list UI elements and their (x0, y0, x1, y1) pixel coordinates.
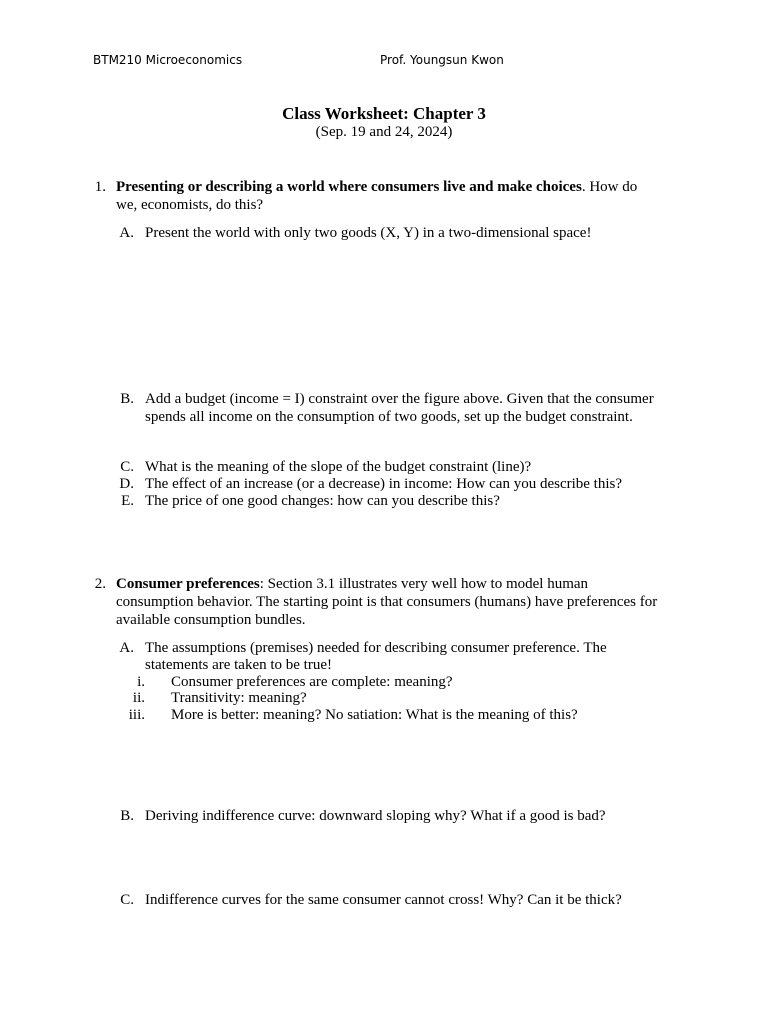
q2-item-a-text-line2: statements are taken to be true! (145, 657, 333, 673)
q1-line2: we, economists, do this? (116, 197, 264, 213)
q1-line1 (116, 179, 637, 196)
q2-sub-i-marker: i. (137, 674, 145, 690)
course-name: BTM210 Microeconomics (93, 53, 243, 67)
q2-item-a-marker: A. (119, 640, 134, 656)
q2-item-b-marker: B. (120, 808, 134, 824)
q2-line1-rest: : Section 3.1 illustrates very well how to model human (259, 576, 589, 592)
q1-line1-rest: . How do (581, 179, 638, 195)
q1-bold-heading: Presenting or describing a world where consumers live and make choices (116, 179, 582, 195)
q2-number: 2. (94, 576, 106, 592)
q1-item-c-text: What is the meaning of the slope of the budget constraint (line)? (145, 459, 532, 475)
q2-item-b-text: Deriving indifference curve: downward sloping why? What if a good is bad? (145, 808, 606, 824)
q1-item-b-text-line1: Add a budget (income = I) constraint over the figure above. Given that the consumer (145, 391, 654, 407)
q1-item-b-marker: B. (120, 391, 134, 407)
q1-item-a-text: Present the world with only two goods (X, Y) in a two-dimensional space! (145, 225, 592, 241)
q1-item-d-text: The effect of an increase (or a decrease) in income: How can you describe this? (145, 476, 622, 492)
q1-item-e-text: The price of one good changes: how can you describe this? (145, 493, 500, 509)
q1-item-a-marker: A. (119, 225, 134, 241)
q2-sub-iii-marker: iii. (128, 707, 145, 723)
q2-line1 (116, 576, 588, 593)
q2-line3: available consumption bundles. (116, 612, 306, 628)
q2-sub-ii-marker: ii. (132, 690, 145, 706)
q1-number: 1. (94, 179, 106, 195)
q2-bold-heading: Consumer preferences (116, 576, 260, 592)
q2-item-a-text-line1: The assumptions (premises) needed for describing consumer preference. The (145, 640, 607, 656)
q2-sub-i-text: Consumer preferences are complete: meaning? (171, 674, 453, 690)
q2-line2: consumption behavior. The starting point is that consumers (humans) have preferences for (116, 594, 658, 610)
page-title: Class Worksheet: Chapter 3 (282, 104, 486, 123)
q1-item-e-marker: E. (121, 493, 134, 509)
q2-sub-iii-text: More is better: meaning? No satiation: What is the meaning of this? (171, 707, 578, 723)
page-subtitle: (Sep. 19 and 24, 2024) (315, 124, 453, 140)
q1-item-b-text-line2: spends all income on the consumption of two goods, set up the budget constraint. (145, 409, 633, 425)
q2-item-c-marker: C. (120, 892, 134, 908)
professor-name: Prof. Youngsun Kwon (380, 53, 504, 67)
q2-sub-ii-text: Transitivity: meaning? (171, 690, 307, 706)
q1-item-d-marker: D. (119, 476, 134, 492)
q1-item-c-marker: C. (120, 459, 134, 475)
q2-item-c-text: Indifference curves for the same consumer cannot cross! Why? Can it be thick? (145, 892, 622, 908)
